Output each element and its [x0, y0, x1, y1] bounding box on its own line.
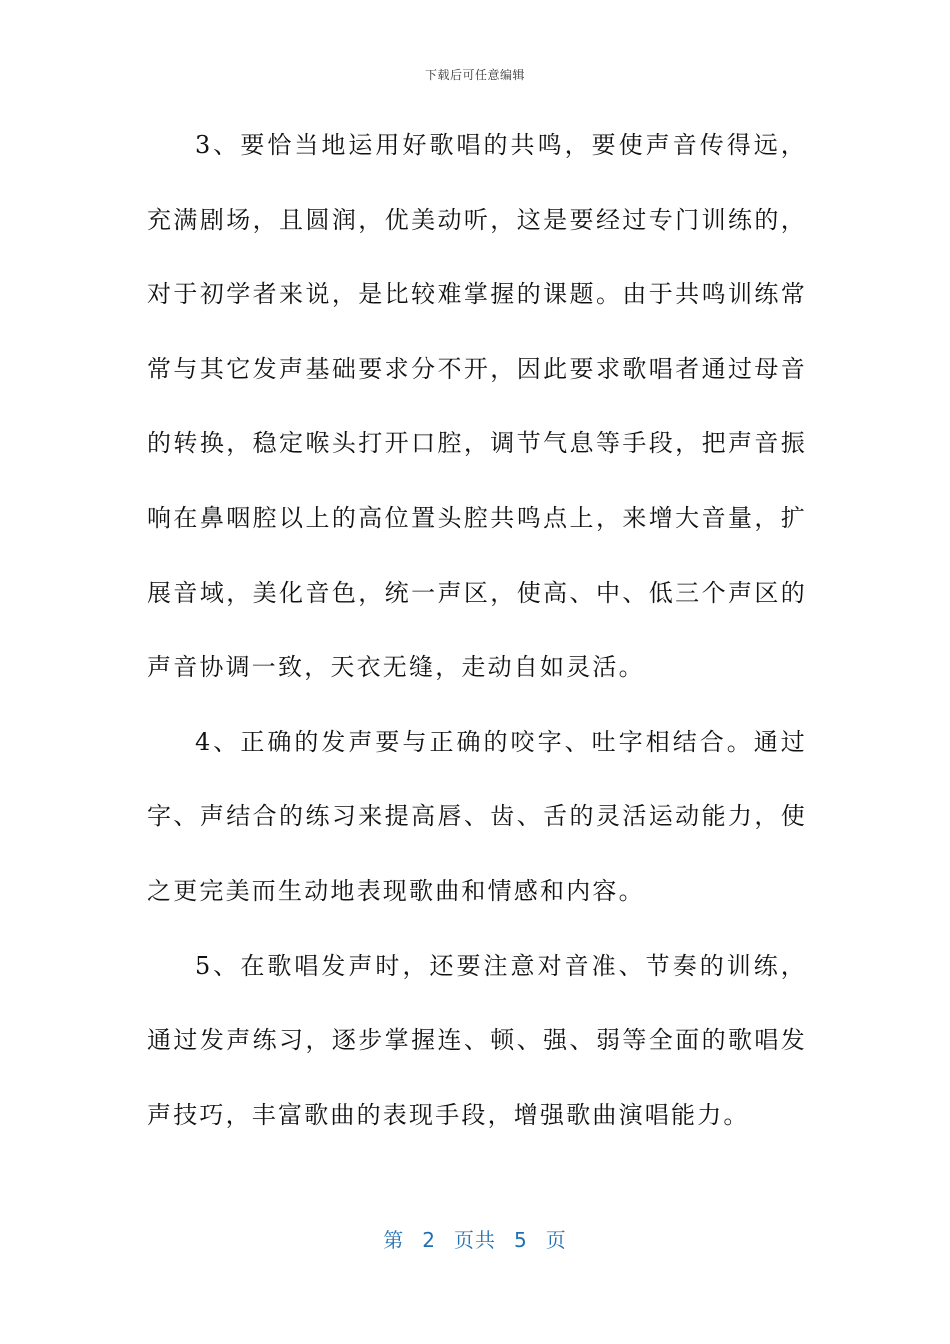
- footer-middle: 页共: [454, 1228, 496, 1252]
- document-body: [147, 108, 807, 1152]
- paragraph-4: 4、正确的发声要与正确的咬字、吐字相结合。通过字、声结合的练习来提高唇、齿、舌的灵活运动能力，使之更完美而生动地表现歌曲和情感和内容。: [147, 727, 807, 905]
- paragraph-3: 3、要恰当地运用好歌唱的共鸣，要使声音传得远，充满剧场，且圆润，优美动听，这是要经过专门训练的，对于初学者来说，是比较难掌握的课题。由于共鸣训练常常与其它发声基础要求分不开，因此要求歌唱者通过母音的转换，稳定喉头打开口腔，调节气息等手段，把声音振响在鼻咽腔以上的高位置头腔共鸣点上，来增大音量，扩展音域，美化音色，统一声区，使高、中、低三个声区的声音协调一致，天衣无缝，走动自如灵活。: [147, 131, 807, 682]
- page-footer: [0, 1224, 950, 1253]
- total-page-number: 5: [514, 1228, 528, 1252]
- footer-suffix: 页: [545, 1228, 567, 1252]
- header-note: 下载后可任意编辑: [424, 68, 525, 82]
- paragraph-5: 5、在歌唱发声时，还要注意对音准、节奏的训练，通过发声练习，逐步掌握连、顿、强、弱等全面的歌唱发声技巧，丰富歌曲的表现手段，增强歌曲演唱能力。: [147, 951, 807, 1129]
- current-page-number: 2: [422, 1228, 436, 1252]
- footer-prefix: 第: [383, 1228, 405, 1252]
